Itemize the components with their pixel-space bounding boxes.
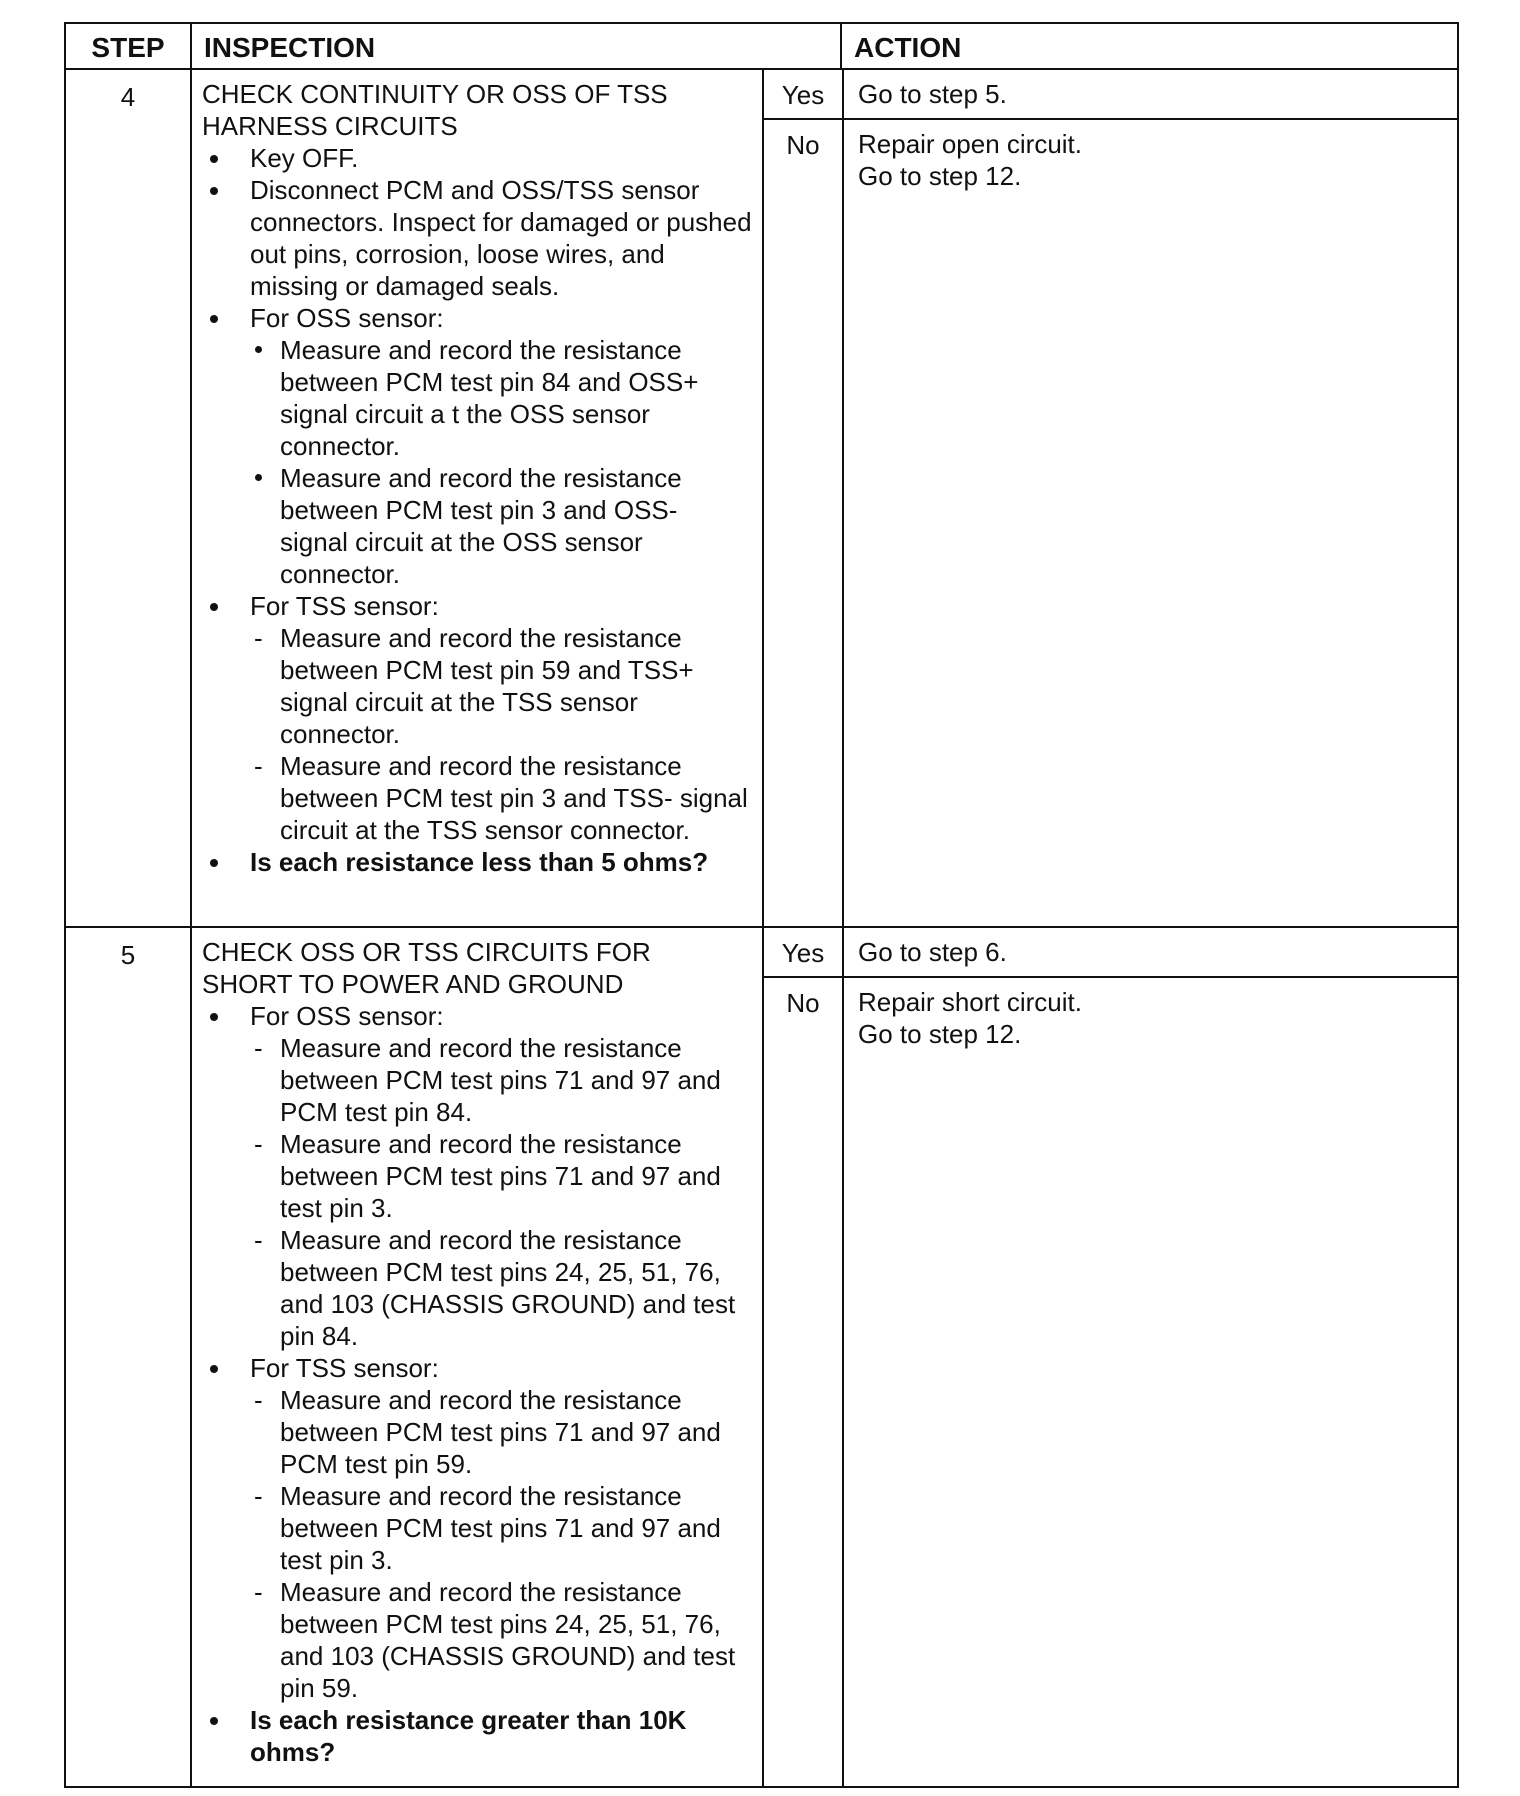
list-item: For OSS sensor: Measure and record the resistance between PCM test pin 84 and OSS+ signal circuit a t the OSS sensor connector. Measure and record the resistance between PCM test pin 3 and OSS- signal circuit at the OSS sensor connector. [202,302,752,590]
header-inspection: INSPECTION [191,23,841,69]
no-label: No [786,988,820,1018]
header-step: STEP [65,23,191,69]
sub-list [250,334,752,590]
sub-list-item: Measure and record the resistance between PCM test pin 3 and OSS- signal circuit at the OSS sensor connector. [250,462,752,590]
sub-list-item: Measure and record the resistance between PCM test pin 84 and OSS+ signal circuit a t the OSS sensor connector. [250,334,752,462]
step-number: 5 [65,927,191,1787]
sub-list-item: - Measure and record the resistance between PCM test pins 71 and 97 and PCM test pin 84. [250,1032,752,1128]
question-item: Is each resistance greater than 10K ohms? [202,1704,752,1768]
yes-label: Yes [781,938,825,968]
no-label: No [786,130,820,160]
sub-list [250,622,752,846]
no-action: Repair open circuit. Go to step 12. [842,120,1457,926]
step-number: 4 [65,69,191,927]
no-action: Repair short circuit. Go to step 12. [842,978,1457,1786]
list-item: Key OFF. [202,142,752,174]
question-item: Is each resistance less than 5 ohms? [202,846,752,878]
inspection-title: CHECK CONTINUITY OR OSS OF TSS HARNESS CIRCUITS [202,79,668,141]
list-item: For OSS sensor: - Measure and record the resistance between PCM test pins 71 and 97 and PCM test pin 84. - Measure and record the resistance between PCM test pins 71 and 97 and test pin 3. - Measure and record the resistance between PCM test pins 24, 25, 51, 76, and 103 (CHASSIS GROUND) and test pin 84. [202,1000,752,1352]
inspection-list [202,142,752,878]
header-row [65,23,1458,69]
yes-row [764,928,1457,978]
no-row [764,978,1457,1786]
yes-row [764,70,1457,120]
inspection-title: CHECK OSS OR TSS CIRCUITS FOR SHORT TO POWER AND GROUND [202,937,651,999]
sub-list-item: - Measure and record the resistance between PCM test pin 3 and TSS- signal circuit at the TSS sensor connector. [250,750,752,846]
yes-label: Yes [781,80,825,110]
sub-list-item: - Measure and record the resistance between PCM test pins 24, 25, 51, 76, and 103 (CHASSIS GROUND) and test pin 59. [250,1576,752,1704]
inspection-list [202,1000,752,1768]
list-item: Disconnect PCM and OSS/TSS sensor connectors. Inspect for damaged or pushed out pins, corrosion, loose wires, and missing or damaged seals. [202,174,752,302]
sub-list-item: - Measure and record the resistance between PCM test pins 71 and 97 and PCM test pin 59. [250,1384,752,1480]
no-row [764,120,1457,926]
list-item: For TSS sensor: - Measure and record the resistance between PCM test pin 59 and TSS+ signal circuit at the TSS sensor connector. - Measure and record the resistance between PCM test pin 3 and TSS- signal circuit at the TSS sensor connector. [202,590,752,846]
sub-list [250,1032,752,1352]
result-cell [763,69,1458,927]
header-action: ACTION [841,23,1458,69]
sub-list-item: - Measure and record the resistance between PCM test pins 71 and 97 and test pin 3. [250,1128,752,1224]
sub-list-item: - Measure and record the resistance between PCM test pins 71 and 97 and test pin 3. [250,1480,752,1576]
inspection-cell [191,927,763,1787]
sub-list-item: - Measure and record the resistance between PCM test pin 59 and TSS+ signal circuit at the TSS sensor connector. [250,622,752,750]
list-item: For TSS sensor: - Measure and record the resistance between PCM test pins 71 and 97 and PCM test pin 59. - Measure and record the resistance between PCM test pins 71 and 97 and test pin 3. - Measure and record the resistance between PCM test pins 24, 25, 51, 76, and 103 (CHASSIS GROUND) and test pin 59. [202,1352,752,1704]
table-row-step-4 [65,69,1458,927]
yes-action: Go to step 6. [842,928,1457,976]
yes-action: Go to step 5. [842,70,1457,118]
result-cell [763,927,1458,1787]
sub-list-item: - Measure and record the resistance between PCM test pins 24, 25, 51, 76, and 103 (CHASSIS GROUND) and test pin 84. [250,1224,752,1352]
table-row-step-5 [65,927,1458,1787]
sub-list [250,1384,752,1704]
diagnostic-table [64,22,1459,1788]
inspection-cell [191,69,763,927]
